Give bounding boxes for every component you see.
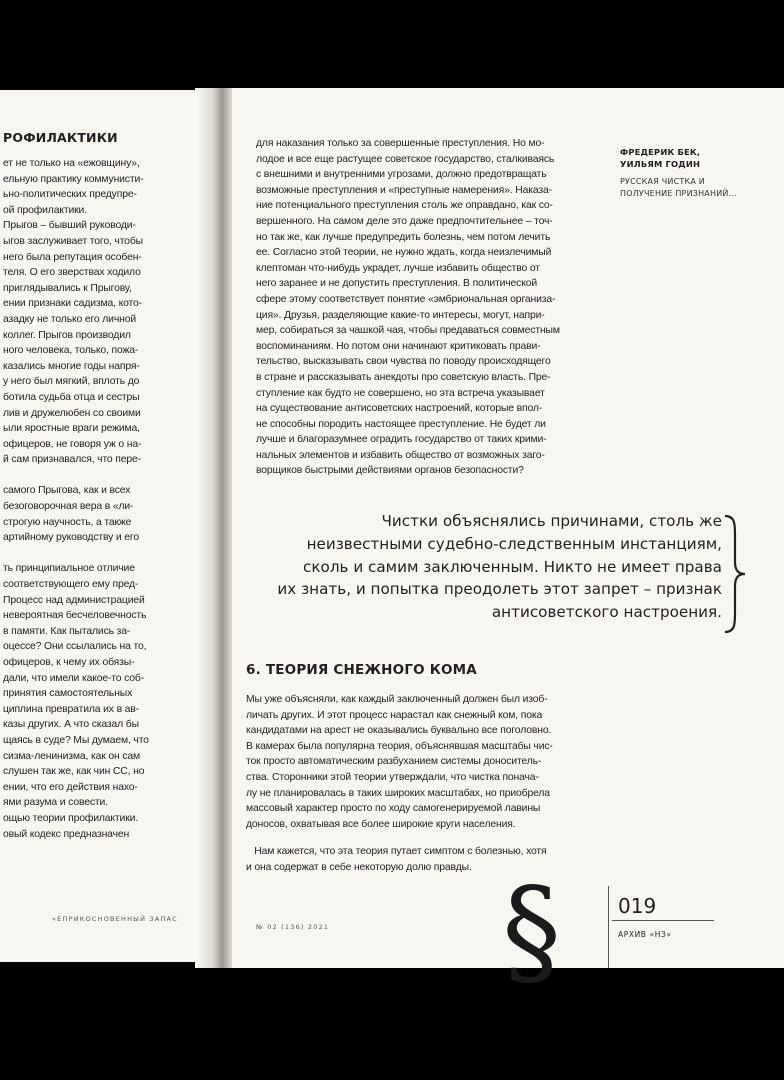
text-line: него заранее и не допустить преступления. В политической <box>256 278 538 290</box>
text-line: соответствующего ему пред- <box>3 579 139 591</box>
text-line: ьно-политических предупре- <box>3 189 137 201</box>
quote-line: неизвестными судебно-следственным инстанциям, <box>306 534 722 553</box>
text-line: приглядывались к Прыгову, <box>3 282 132 294</box>
text-line: сизма-ленинизма, как он сам <box>3 750 140 762</box>
text-line: ворщиков быстрыми действиями органов безопасности? <box>256 465 524 477</box>
text-line: ть принципиальное отличие <box>3 563 135 575</box>
text-line: самого Прыгова, как и всех <box>3 485 131 497</box>
sidebar-title-1: РУССКАЯ ЧИСТКА И <box>620 177 705 186</box>
text-line: ощью теории профилактики. <box>3 812 138 824</box>
text-line: возможные преступления и «преступные намерения». Наказа- <box>256 184 552 196</box>
text-line: ботила судьба отца и сестры <box>3 391 140 403</box>
quote-line: их знать, и попытка преодолеть этот запрет – признак <box>277 580 722 599</box>
page-number: 019 <box>618 894 657 918</box>
text-line: Нам кажется, что эта теория путает симптом с болезнью, хотя <box>246 846 547 857</box>
text-line: у него был мягкий, вплоть до <box>3 376 140 388</box>
text-line: массовый характер просто по ходу самогенерируемой лавины <box>246 803 541 815</box>
sidebar-author-1: ФРЕДЕРИК БЕК, <box>620 147 701 157</box>
text-line: лу не планировалась в таких широких масштабах, но приобрела <box>246 787 550 799</box>
text-line: ении, что его действия нахо- <box>3 781 138 793</box>
body-text-top <box>256 136 616 479</box>
quote-line: антисоветского настроения. <box>491 603 722 622</box>
text-line: нальных элементов и избавить общество от возможных заго- <box>256 449 545 461</box>
text-line <box>3 546 201 562</box>
text-line: ыгов заслуживает того, чтобы <box>3 235 143 247</box>
text-line: Прыгов – бывший руководи- <box>3 220 136 232</box>
quote-line: Чистки объяснялись причинами, столь же <box>381 512 722 530</box>
text-line: и она содержат в себе некоторую долю правды. <box>246 861 472 873</box>
text-line: лодое и все еще растущее советское государство, сталкиваясь <box>256 153 555 165</box>
text-line: азадку не только его личной <box>3 313 136 325</box>
section-body-text <box>246 692 616 832</box>
text-line: него была репутация особен- <box>3 251 142 263</box>
text-line: ступление как будто не совершено, но эта встреча указывает <box>256 387 545 399</box>
text-line: строгую научность, а также <box>3 516 132 528</box>
text-line: клептоман что-нибудь украдет, лучше избавить общество от <box>256 262 540 274</box>
text-line: казы других. А что сказал бы <box>3 719 139 731</box>
text-line: Мы уже объясняли, как каждый заключенный должен был изоб- <box>246 694 548 705</box>
text-line: невероятная бесчеловечность <box>3 610 147 622</box>
text-line: принятия самостоятельных <box>3 688 133 700</box>
sidebar-title-2: ПОЛУЧЕНИЕ ПРИЗНАНИЙ... <box>620 189 737 198</box>
text-line: офицеров, к чему их обязы- <box>3 657 135 668</box>
text-line: ного человека, только, пожа- <box>3 345 139 357</box>
text-line: дали, что имели какое-то соб- <box>3 672 145 684</box>
text-line: на существование антисоветских настроений, которые впол- <box>256 403 543 415</box>
text-line: кандидатами на арест не оказывались буквально все поголовно. <box>246 725 552 737</box>
text-line: мер, собираться за чашкой чая, чтобы предаваться совместным <box>256 325 560 337</box>
text-line: щаясь в суде? Мы думаем, что <box>3 734 149 746</box>
text-line: лив и дружелюбен со своими <box>3 407 141 419</box>
text-line: лучше и благоразумнее оградить государство от таких крими- <box>256 434 547 446</box>
left-footer: «ЕПРИКОСНОВЕННЫЙ ЗАПАС <box>52 915 178 923</box>
sidebar-author-2: УИЛЬЯМ ГОДИН <box>620 159 701 169</box>
text-line: ние потенциального преступления столь же оправдано, как со- <box>256 200 553 212</box>
text-line: для наказания только за совершенные преступления. Но мо- <box>256 138 545 149</box>
text-line: ства. Сторонники этой теории утверждали, что чистка понача- <box>246 771 539 783</box>
footer-divider <box>608 886 609 968</box>
text-line: артийному руководству и его <box>3 532 139 544</box>
text-line: ой профилактики. <box>3 204 87 216</box>
text-line: но так же, как лучше предупредить болезнь, чем потом лечить <box>256 231 551 243</box>
text-line: в памяти. Как пытались за- <box>3 625 131 637</box>
text-line: ция». Друзья, разделяющие какие-то интересы, могут, напри- <box>256 309 545 321</box>
text-line: воспоминаниям. Но потом они начинают критиковать прави- <box>256 340 541 352</box>
text-line: в стране и рассказывать анекдоты про советскую власть. Пре- <box>256 371 551 383</box>
text-line: доносов, охватывая все более широкие круги населения. <box>246 818 516 830</box>
text-line: офицеров, не говоря уж о на- <box>3 438 142 450</box>
text-line <box>3 468 201 484</box>
text-line: слушен так же, как чин СС, но <box>3 766 145 778</box>
text-line: ет не только на «ежовщину», <box>3 158 140 169</box>
text-line: тельство, высказывать свои чувства по поводу происходящего <box>256 356 551 368</box>
left-page <box>0 90 205 962</box>
text-line: личать других. И этот процесс нарастал как снежный ком, пока <box>246 709 543 721</box>
section-ornament-icon: § <box>502 862 561 1000</box>
text-line: оцессе? Они ссылались на то, <box>3 641 147 653</box>
archive-label: АРХИВ «НЗ» <box>618 930 672 939</box>
text-line: й сам признавался, что пере- <box>3 454 141 466</box>
pull-quote-brace-icon <box>722 514 748 634</box>
issue-footer: № 02 (136) 2021 <box>256 923 330 931</box>
pull-quote <box>232 510 722 624</box>
text-line: ении признаки садизма, кото- <box>3 298 142 310</box>
text-line: ток просто автоматическим разбуханием системы доноситель- <box>246 756 542 768</box>
text-line: с внешними и внутренними угрозами, должно предотвращать <box>256 169 547 181</box>
text-line: безоговорочная вера в «ли- <box>3 501 134 513</box>
text-line: казались многие годы напря- <box>3 360 140 372</box>
text-line: циплина превратила их в ав- <box>3 703 139 715</box>
quote-line: сколь и самим заключенным. Никто не имеет права <box>303 557 722 576</box>
text-line: В камерах была популярна теория, объяснявшая масштабы чис- <box>246 740 553 752</box>
text-line: не способны породить настоящее преступление. Не будет ли <box>256 418 546 430</box>
section-heading: 6. ТЕОРИЯ СНЕЖНОГО КОМА <box>246 662 477 678</box>
text-line: коллег. Прыгов производил <box>3 329 131 341</box>
text-line: Процесс над администрацией <box>3 594 145 606</box>
text-line: ельную практику коммунисти- <box>3 173 144 185</box>
text-line: теля. О его зверствах ходило <box>3 267 141 279</box>
text-line: ее. Согласно этой теории, не нужно ждать, когда неизлечимый <box>256 247 552 259</box>
sidebar-reference <box>620 146 780 200</box>
footer-rule <box>612 920 714 921</box>
text-line: сфере этому соответствует понятие «эмбриональная организа- <box>256 293 556 305</box>
text-line: вершенного. На самом деле это даже предпочтительнее – точ- <box>256 215 553 227</box>
right-page <box>232 88 784 1000</box>
left-body-text <box>3 156 201 842</box>
text-line: ями разума и совести. <box>3 797 108 809</box>
text-line: овый кодекс предназначен <box>3 828 130 840</box>
text-line: ыли яростные враги режима, <box>3 423 140 435</box>
left-section-heading: РОФИЛАКТИКИ <box>3 130 118 145</box>
